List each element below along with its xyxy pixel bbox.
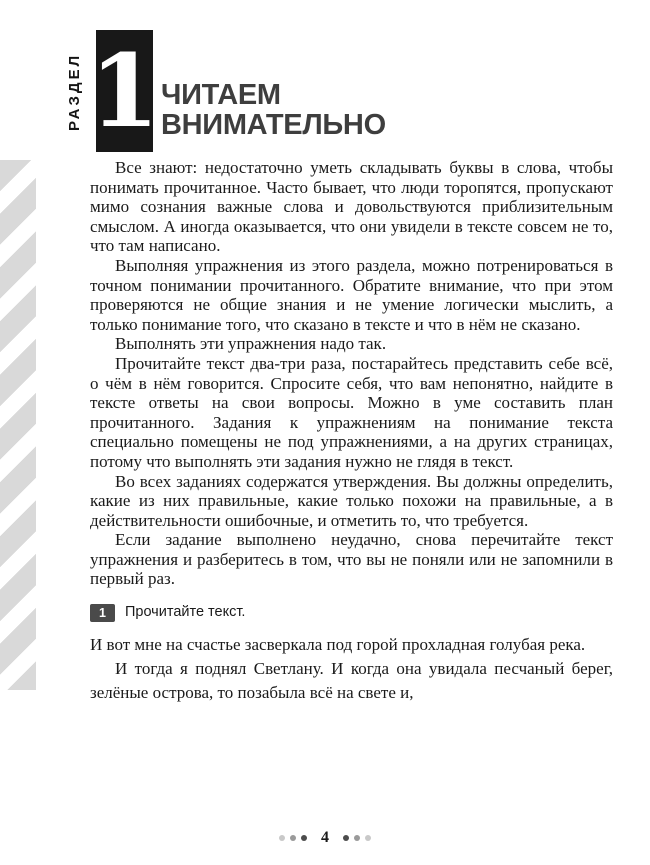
intro-paragraph-6: Если задание выполнено неудачно, снова перечитайте текст упражнения и разберитесь в том, что вы не поняли или не запомнили в первый раз.	[90, 530, 613, 589]
footer-dot	[343, 835, 349, 841]
footer-dot	[365, 835, 371, 841]
footer-dot	[301, 835, 307, 841]
exercise-number-badge: 1	[90, 604, 115, 622]
section-number: 1	[89, 32, 160, 150]
exercise-instruction: Прочитайте текст.	[124, 604, 246, 621]
reading-paragraph-2: И тогда я поднял Светлану. И когда она увидала песчаный берег, зелёные острова, то позабыла всё на свете и,	[90, 658, 613, 702]
intro-paragraph-1: Все знают: недостаточно уметь складывать буквы в слова, чтобы понимать прочитанное. Часто бывает, что люди торопятся, пропускают мимо сознания важные слова и довольствуются приблизительным смыслом. А иногда оказывается, что они увидели в тексте совсем не то, что там написано.	[90, 158, 613, 256]
page-content	[90, 158, 613, 705]
reading-paragraph-1: И вот мне на счастье засверкала под горой прохладная голубая река.	[90, 634, 586, 654]
chapter-title-line-1: ЧИТАЕМ	[161, 79, 281, 111]
footer-dot	[279, 835, 285, 841]
intro-paragraph-5: Во всех заданиях содержатся утверждения. Вы должны определить, какие из них правильные, какие только похожи на правильные, а в действительности ошибочные, и отметить то, что требуется.	[90, 471, 613, 530]
section-label: РАЗДЕЛ	[66, 52, 83, 132]
page-footer	[0, 829, 650, 847]
exercise-header	[90, 603, 613, 623]
page-number: 4	[321, 829, 329, 846]
decorative-stripes	[0, 160, 36, 690]
reading-text	[90, 633, 613, 705]
chapter-title-line-2: ВНИМАТЕЛЬНО	[161, 109, 386, 141]
intro-paragraph-3: Выполнять эти упражнения надо так.	[115, 334, 387, 354]
section-number-block	[89, 30, 160, 152]
intro-paragraph-4: Прочитайте текст два-три раза, постарайтесь представить себе всё, о чём в нём говорится. Спросите себя, что вам непонятно, найдите в тексте ответы на свои вопросы. Можно в уме составить план прочитанного. Задания к упражнениям на понимание текста специально помещены не под упражнениями, а на других страницах, потому что выполнять эти задания нужно не глядя в текст.	[90, 353, 613, 471]
footer-dot	[354, 835, 360, 841]
chapter-title	[161, 80, 386, 140]
footer-dot	[290, 835, 296, 841]
intro-paragraph-2: Выполняя упражнения из этого раздела, можно потренироваться в точном понимании прочитанного. Обратите внимание, что при этом проверяются не общие знания и не умение логически мыслить, а только понимание того, что сказано в тексте и что в нём не сказано.	[90, 255, 613, 334]
